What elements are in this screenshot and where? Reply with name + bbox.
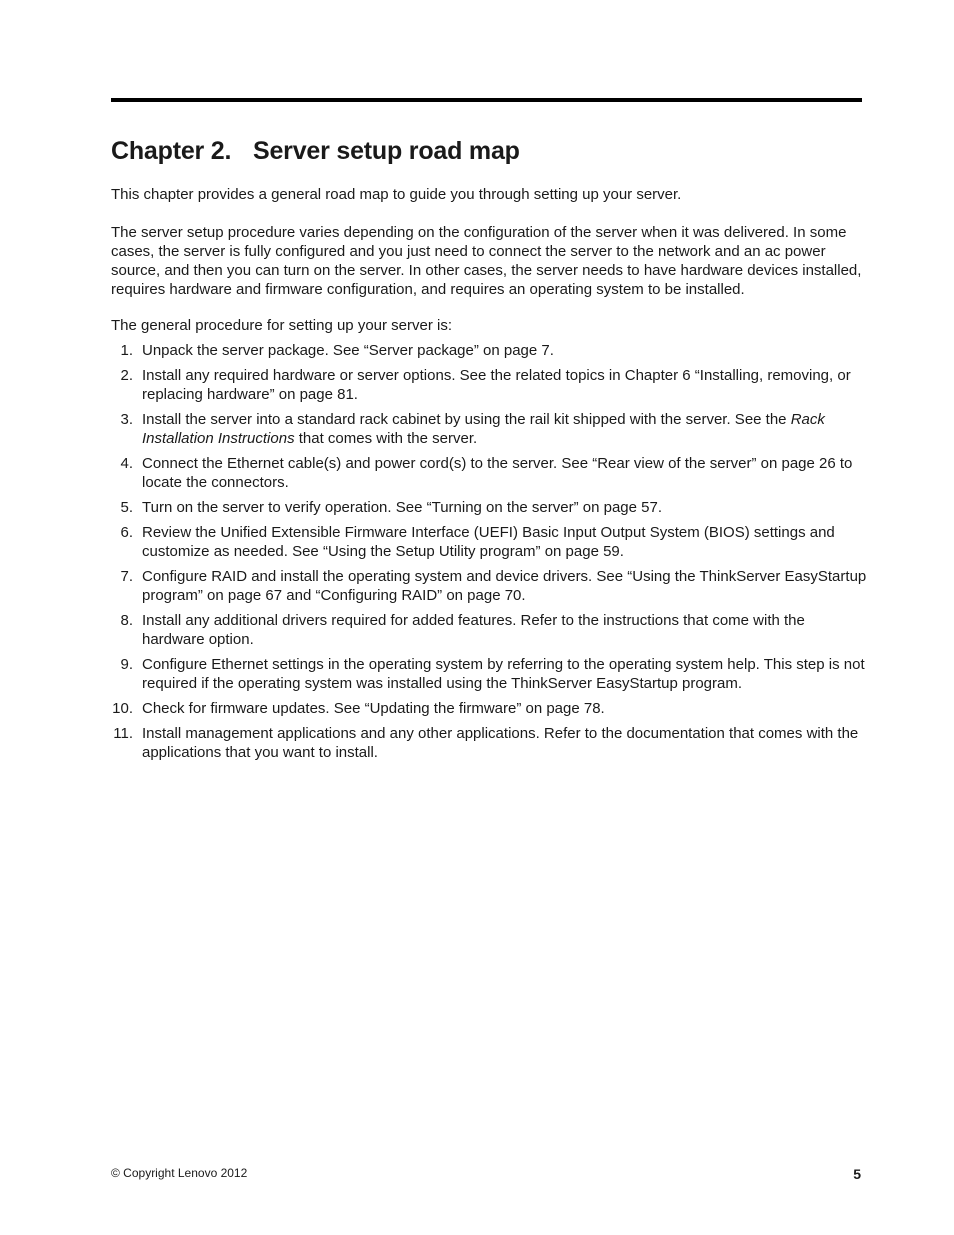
step-number: 2. xyxy=(120,367,133,384)
page-number: 5 xyxy=(853,1166,861,1182)
step-number: 10. xyxy=(112,700,133,717)
step-text: Install management applications and any other applications. Refer to the documentation that comes with the applications that you want to install. xyxy=(142,725,859,761)
step-number: 11. xyxy=(113,725,133,742)
list-item xyxy=(111,567,871,605)
step-text: Install any additional drivers required for added features. Refer to the instructions that come with the hardware option. xyxy=(142,612,805,648)
step-text: Turn on the server to verify operation. See “Turning on the server” on page 57. xyxy=(142,499,663,516)
overview-paragraph: The server setup procedure varies depending on the configuration of the server when it was delivered. In some cases, the server is fully configured and you just need to connect the server to the network and an ac power source, and then you can turn on the server. In other cases, the server needs to have hardware devices installed, requires hardware and firmware configuration, and requires an operating system to be installed. xyxy=(111,224,862,298)
list-item xyxy=(111,724,871,762)
step-text: Unpack the server package. See “Server package” on page 7. xyxy=(142,342,554,359)
list-item xyxy=(111,655,871,693)
rack-instructions-title: Rack Installation Instructions xyxy=(142,411,825,447)
list-item xyxy=(111,341,871,360)
step-number: 5. xyxy=(120,499,133,516)
list-item xyxy=(111,498,871,517)
step-number: 8. xyxy=(120,612,133,629)
setup-steps-list xyxy=(111,341,871,768)
step-text-start: Install the server into a standard rack cabinet by using the rail kit shipped with the server. See the xyxy=(142,411,791,428)
copyright-notice: © Copyright Lenovo 2012 xyxy=(111,1166,248,1180)
step-text: Review the Unified Extensible Firmware Interface (UEFI) Basic Input Output System (BIOS) settings and customize as needed. See “Using the Setup Utility program” on page 59. xyxy=(142,524,835,560)
step-number: 7. xyxy=(120,568,133,585)
list-item xyxy=(111,699,871,718)
step-number: 1. xyxy=(120,342,133,359)
step-text: Check for firmware updates. See “Updating the firmware” on page 78. xyxy=(142,700,605,717)
list-item xyxy=(111,523,871,561)
step-number: 9. xyxy=(120,656,133,673)
step-text: Configure Ethernet settings in the operating system by referring to the operating system help. This step is not required if the operating system was installed using the ThinkServer EasyStartup program. xyxy=(142,656,865,692)
step-text: Install any required hardware or server options. See the related topics in Chapter 6 “Installing, removing, or replacing hardware” on page 81. xyxy=(142,367,851,403)
step-text: Connect the Ethernet cable(s) and power cord(s) to the server. See “Rear view of the server” on page 26 to locate the connectors. xyxy=(142,455,853,491)
step-text: Configure RAID and install the operating system and device drivers. See “Using the ThinkServer EasyStartup program” on page 67 and “Configuring RAID” on page 70. xyxy=(142,568,867,604)
chapter-rule xyxy=(111,98,862,102)
list-item xyxy=(111,454,871,492)
list-item xyxy=(111,366,871,404)
chapter-number: Chapter 2. xyxy=(111,137,232,165)
list-item xyxy=(111,410,871,448)
step-text-end: that comes with the server. xyxy=(294,430,478,447)
step-number: 3. xyxy=(120,411,133,428)
chapter-title-text: Server setup road map xyxy=(253,137,520,165)
step-text xyxy=(142,411,825,447)
step-number: 4. xyxy=(120,455,133,472)
intro-paragraph: This chapter provides a general road map to guide you through setting up your server. xyxy=(111,186,682,203)
step-number: 6. xyxy=(120,524,133,541)
chapter-title xyxy=(111,135,520,167)
list-item xyxy=(111,611,871,649)
procedure-intro: The general procedure for setting up your server is: xyxy=(111,317,453,334)
